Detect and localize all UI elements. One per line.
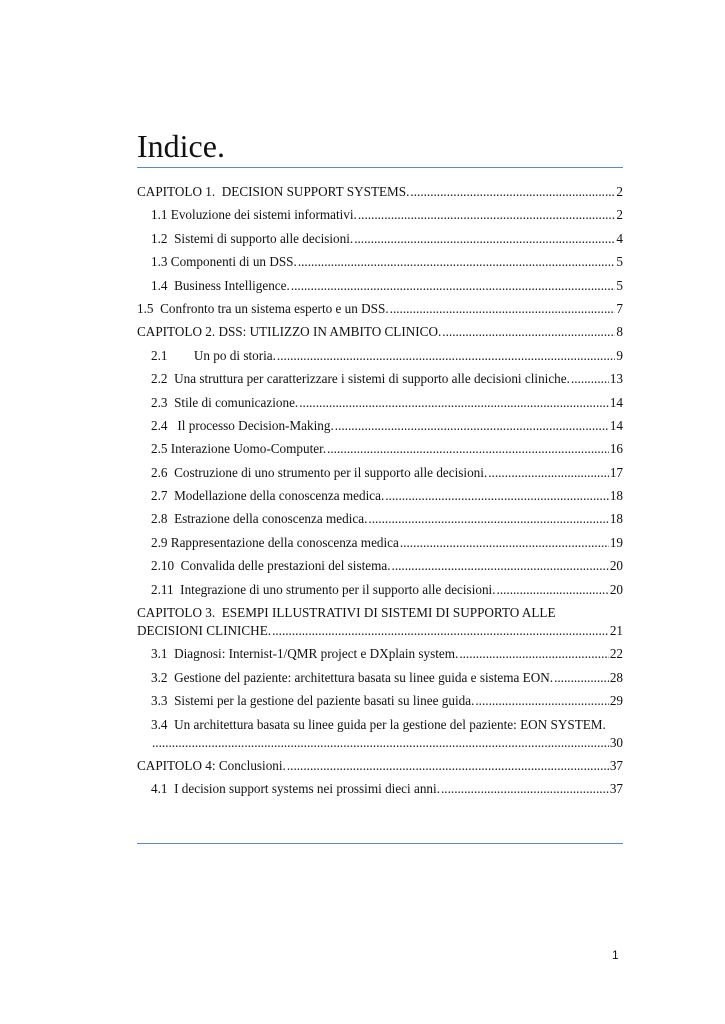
toc-page-number: 28 bbox=[609, 669, 623, 685]
toc-page-number: 14 bbox=[609, 417, 623, 433]
toc-section-entry[interactable] bbox=[137, 717, 623, 751]
toc-page-number: 37 bbox=[609, 757, 623, 773]
toc-page-number: 22 bbox=[609, 646, 623, 662]
page-number: 1 bbox=[612, 948, 619, 962]
toc-page-number: 18 bbox=[609, 488, 623, 504]
toc-leader-dots bbox=[277, 348, 615, 364]
toc-leader-dots bbox=[358, 207, 616, 223]
toc-chapter-entry[interactable] bbox=[137, 758, 623, 774]
toc-leader-dots bbox=[287, 758, 609, 774]
title-divider bbox=[137, 167, 623, 168]
toc-page-number: 2 bbox=[616, 207, 623, 223]
toc-entry-title: 1.5 Confronto tra un sistema esperto e un DSS. bbox=[137, 300, 389, 316]
toc-entry-title: 3.1 Diagnosi: Internist-1/QMR project e DXplain system. bbox=[151, 646, 459, 662]
toc-page-number: 9 bbox=[616, 347, 623, 363]
toc-section-entry[interactable] bbox=[137, 646, 623, 662]
toc-section-entry[interactable] bbox=[137, 465, 623, 481]
toc-leader-dots bbox=[152, 735, 609, 751]
toc-page-number: 14 bbox=[609, 394, 623, 410]
toc-section-entry[interactable] bbox=[137, 395, 623, 411]
page-title: Indice. bbox=[137, 128, 225, 164]
toc-entry-title: CAPITOLO 1. DECISION SUPPORT SYSTEMS. bbox=[137, 184, 410, 199]
toc-leader-dots bbox=[368, 511, 608, 527]
toc-leader-dots bbox=[272, 623, 609, 639]
toc-section-entry[interactable] bbox=[137, 670, 623, 686]
toc-leader-dots bbox=[475, 693, 608, 709]
toc-page-number: 13 bbox=[609, 371, 623, 387]
toc-page-number: 20 bbox=[609, 581, 623, 597]
toc-chapter-entry[interactable] bbox=[137, 301, 623, 317]
toc-leader-dots bbox=[354, 231, 615, 247]
toc-page-number: 5 bbox=[616, 254, 623, 270]
toc-leader-dots bbox=[392, 558, 609, 574]
toc-leader-dots bbox=[571, 371, 609, 387]
toc-page-number: 19 bbox=[609, 534, 623, 550]
toc-section-entry[interactable] bbox=[137, 582, 623, 598]
toc-section-entry[interactable] bbox=[137, 278, 623, 294]
toc-page-number: 17 bbox=[609, 464, 623, 480]
toc-entry-title: 1.1 Evoluzione dei sistemi informativi. bbox=[151, 207, 357, 223]
toc-section-entry[interactable] bbox=[137, 693, 623, 709]
toc-entry-title: 2.9 Rappresentazione della conoscenza medica bbox=[151, 534, 399, 550]
toc-leader-dots bbox=[497, 582, 609, 598]
toc-page-number: 20 bbox=[609, 558, 623, 574]
toc-page-number: 2 bbox=[616, 184, 623, 199]
footer-divider bbox=[137, 843, 623, 844]
toc-entry-title: 3.4 Un architettura basata su linee guida per la gestione del paziente: EON SYSTEM. bbox=[151, 716, 606, 732]
toc-section-entry[interactable] bbox=[137, 348, 623, 364]
toc-entry-title: 1.2 Sistemi di supporto alle decisioni. bbox=[151, 230, 354, 246]
toc-entry-title: 3.2 Gestione del paziente: architettura basata su linee guida e sistema EON. bbox=[151, 669, 554, 685]
toc-entry-title-continued: DECISIONI CLINICHE. bbox=[137, 623, 272, 639]
toc-entry-title: 1.3 Componenti di un DSS. bbox=[151, 254, 297, 270]
toc-leader-dots bbox=[442, 324, 615, 340]
toc-entry-title: 2.3 Stile di comunicazione. bbox=[151, 394, 299, 410]
toc-page-number: 18 bbox=[609, 511, 623, 527]
toc-section-entry[interactable] bbox=[137, 207, 623, 223]
toc-page-number: 37 bbox=[609, 781, 623, 797]
toc-section-entry[interactable] bbox=[137, 781, 623, 797]
toc-entry-title: CAPITOLO 3. ESEMPI ILLUSTRATIVI DI SISTEMI DI SUPPORTO ALLE bbox=[137, 605, 556, 621]
toc-entry-title: 1.4 Business Intelligence. bbox=[151, 277, 290, 293]
toc-leader-dots bbox=[299, 395, 609, 411]
toc-leader-dots bbox=[298, 254, 616, 270]
toc-page-number: 8 bbox=[616, 324, 623, 340]
toc-leader-dots bbox=[410, 184, 615, 200]
toc-page-number: 29 bbox=[609, 693, 623, 709]
toc-section-entry[interactable] bbox=[137, 254, 623, 270]
toc-entry-title: 2.11 Integrazione di uno strumento per il supporto alle decisioni. bbox=[151, 581, 496, 597]
toc-leader-dots bbox=[335, 418, 609, 434]
toc-page-number: 7 bbox=[616, 300, 623, 316]
toc-leader-dots bbox=[385, 488, 609, 504]
toc-entry-title: CAPITOLO 2. DSS: UTILIZZO IN AMBITO CLINICO. bbox=[137, 324, 442, 340]
toc-entry-title: CAPITOLO 4: Conclusioni. bbox=[137, 757, 286, 773]
toc-entry-title: 2.1 Un po di storia. bbox=[151, 347, 276, 363]
toc-chapter-entry[interactable] bbox=[137, 324, 623, 340]
toc-leader-dots bbox=[390, 301, 616, 317]
toc-leader-dots bbox=[400, 535, 609, 551]
table-of-contents bbox=[137, 184, 623, 805]
toc-page-number: 21 bbox=[609, 623, 623, 639]
toc-leader-dots bbox=[291, 278, 616, 294]
toc-leader-dots bbox=[327, 441, 609, 457]
toc-chapter-entry[interactable] bbox=[137, 605, 623, 639]
toc-section-entry[interactable] bbox=[137, 558, 623, 574]
toc-chapter-entry[interactable] bbox=[137, 184, 623, 200]
toc-page-number: 16 bbox=[609, 441, 623, 457]
toc-leader-dots bbox=[488, 465, 609, 481]
toc-leader-dots bbox=[554, 670, 609, 686]
toc-entry-title: 2.2 Una struttura per caratterizzare i sistemi di supporto alle decisioni cliniche. bbox=[151, 371, 570, 387]
toc-page-number: 30 bbox=[609, 734, 623, 750]
toc-section-entry[interactable] bbox=[137, 418, 623, 434]
toc-entry-title: 2.10 Convalida delle prestazioni del sistema. bbox=[151, 558, 391, 574]
toc-section-entry[interactable] bbox=[137, 441, 623, 457]
toc-section-entry[interactable] bbox=[137, 231, 623, 247]
toc-entry-title: 2.8 Estrazione della conoscenza medica. bbox=[151, 511, 368, 527]
toc-entry-title: 2.4 Il processo Decision-Making. bbox=[151, 417, 334, 433]
toc-section-entry[interactable] bbox=[137, 511, 623, 527]
toc-section-entry[interactable] bbox=[137, 535, 623, 551]
toc-page-number: 5 bbox=[616, 277, 623, 293]
toc-entry-title: 2.5 Interazione Uomo-Computer. bbox=[151, 441, 327, 457]
toc-leader-dots bbox=[441, 781, 609, 797]
toc-section-entry[interactable] bbox=[137, 371, 623, 387]
toc-entry-title: 2.7 Modellazione della conoscenza medica. bbox=[151, 488, 385, 504]
toc-leader-dots bbox=[459, 646, 609, 662]
toc-section-entry[interactable] bbox=[137, 488, 623, 504]
toc-entry-title: 4.1 I decision support systems nei prossimi dieci anni. bbox=[151, 781, 440, 797]
toc-entry-title: 3.3 Sistemi per la gestione del paziente basati su linee guida. bbox=[151, 693, 475, 709]
toc-page-number: 4 bbox=[616, 230, 623, 246]
toc-entry-title: 2.6 Costruzione di uno strumento per il supporto alle decisioni. bbox=[151, 464, 488, 480]
